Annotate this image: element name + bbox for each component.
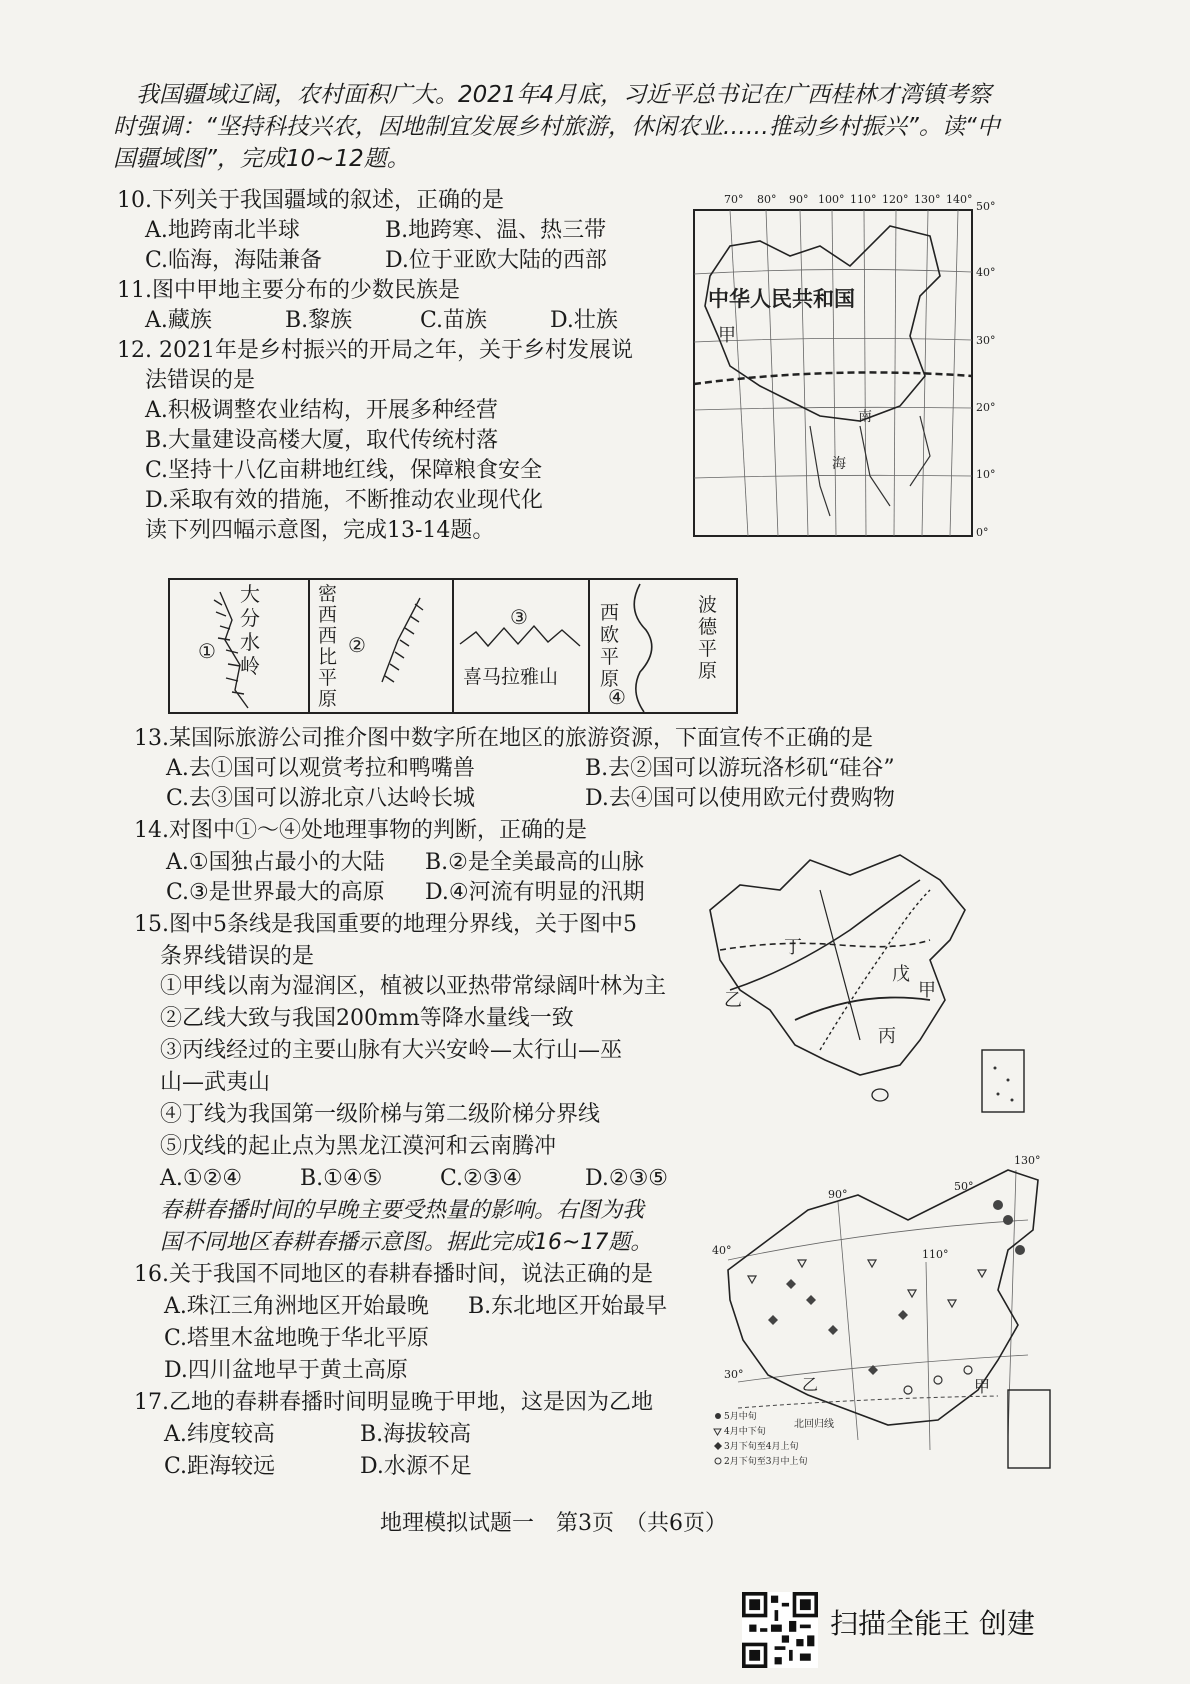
q12-stem-1: 12. 2021年是乡村振兴的开局之年，关于乡村发展说	[117, 338, 633, 363]
legend-item-1: 5月中旬	[724, 1412, 757, 1422]
q15-statement-1: ①甲线以南为湿润区，植被以亚热带常绿阔叶林为主	[160, 974, 667, 999]
q14-option-d: D.④河流有明显的汛期	[425, 880, 645, 905]
q17-stem: 17.乙地的春耕春播时间明显晚于甲地，这是因为乙地	[134, 1390, 653, 1415]
panel4-number: ④	[608, 685, 626, 709]
bing-line-label: 丙	[878, 1026, 896, 1047]
lon-label: 110°	[850, 193, 877, 206]
q15-stem-1: 15.图中5条线是我国重要的地理分界线，关于图中5	[134, 912, 637, 937]
q15-option-b: B.①④⑤	[300, 1166, 383, 1191]
q17-option-a: A.纬度较高	[164, 1422, 275, 1447]
lon-90-label: 90°	[828, 1188, 848, 1201]
q15-stem-2: 条界线错误的是	[160, 944, 315, 969]
q11-option-c: C.苗族	[420, 308, 488, 333]
q16-option-b: B.东北地区开始最早	[468, 1294, 668, 1319]
wu-label: 戊	[892, 964, 910, 985]
q17-option-d: D.水源不足	[360, 1454, 472, 1479]
lon-label: 130°	[914, 193, 941, 206]
legend-item-4: 2月下旬至3月中上旬	[724, 1457, 808, 1467]
yi-label: 乙	[802, 1375, 819, 1394]
q11-option-a: A.藏族	[145, 308, 212, 333]
yi-line-label: 乙	[724, 990, 742, 1011]
intro-line-1: 我国疆域辽阔，农村面积广大。2021年4月底，习近平总书记在广西桂林才湾镇考察	[136, 82, 992, 108]
q13-option-d: D.去④国可以使用欧元付费购物	[585, 786, 895, 811]
panel1-number: ①	[198, 639, 216, 663]
q16-stem: 16.关于我国不同地区的春耕春播时间，说法正确的是	[134, 1262, 653, 1287]
hai-label: 海	[832, 456, 846, 472]
q10-option-d: D.位于亚欧大陆的西部	[385, 248, 607, 273]
q14-option-b: B.②是全美最高的山脉	[425, 850, 644, 875]
jia-line-label: 甲	[918, 980, 936, 1001]
lon-label: 70°	[724, 193, 744, 206]
q15-option-d: D.②③⑤	[585, 1166, 669, 1191]
q16-option-c: C.塔里木盆地晚于华北平原	[164, 1326, 430, 1351]
q12-option-b: B.大量建设高楼大厦，取代传统村落	[145, 428, 499, 453]
q10-option-a: A.地跨南北半球	[145, 218, 300, 243]
panel3-number: ③	[510, 605, 528, 629]
q10-stem: 10.下列关于我国疆域的叙述，正确的是	[117, 188, 504, 213]
read-13-14: 读下列四幅示意图，完成13-14题。	[145, 518, 495, 543]
q12-stem-2: 法错误的是	[145, 368, 256, 393]
lon-110-label: 110°	[922, 1248, 949, 1261]
china-territory-map	[690, 186, 1010, 544]
lat-label: 30°	[976, 334, 996, 347]
lon-130-label: 130°	[1014, 1154, 1041, 1167]
ding-label: 丁	[784, 937, 802, 958]
spring-sowing-map	[708, 1150, 1054, 1470]
q12-option-c: C.坚持十八亿亩耕地红线，保障粮食安全	[145, 458, 543, 483]
q16-option-a: A.珠江三角洲地区开始最晚	[164, 1294, 429, 1319]
lat-label: 40°	[976, 266, 996, 279]
q14-stem: 14.对图中①～④处地理事物的判断，正确的是	[134, 818, 587, 843]
lat-label: 50°	[976, 200, 996, 213]
panel4-right-label: 波德平原	[698, 594, 718, 682]
q16-option-d: D.四川盆地早于黄土高原	[164, 1358, 408, 1383]
q11-stem: 11.图中甲地主要分布的少数民族是	[117, 278, 460, 303]
q11-option-b: B.黎族	[285, 308, 353, 333]
q15-statement-3b: 山—武夷山	[160, 1070, 271, 1095]
panel1-label: 大分水岭	[240, 582, 260, 678]
q10-option-c: C.临海，海陆兼备	[145, 248, 323, 273]
lon-label: 80°	[757, 193, 777, 206]
q11-option-d: D.壮族	[550, 308, 618, 333]
country-label: 中华人民共和国	[708, 286, 855, 311]
lon-label: 120°	[882, 193, 909, 206]
tropic-label: 北回归线	[794, 1419, 834, 1430]
q15-statement-3a: ③丙线经过的主要山脉有大兴安岭—太行山—巫	[160, 1038, 623, 1063]
panel3-label: 喜马拉雅山	[463, 666, 559, 688]
lon-label: 140°	[946, 193, 973, 206]
q13-option-b: B.去②国可以游玩洛杉矶“硅谷”	[585, 756, 895, 781]
lat-40-label: 40°	[712, 1244, 732, 1257]
panel2-label: 密西西比平原	[318, 583, 338, 710]
q12-option-a: A.积极调整农业结构，开展多种经营	[145, 398, 498, 423]
jia-label: 甲	[974, 1377, 991, 1396]
q14-option-a: A.①国独占最小的大陆	[166, 850, 385, 875]
q15-option-c: C.②③④	[440, 1166, 523, 1191]
four-panel-figure	[168, 578, 738, 714]
lon-label: 90°	[789, 193, 809, 206]
q12-option-d: D.采取有效的措施，不断推动农业现代化	[145, 488, 543, 513]
q13-stem: 13.某国际旅游公司推介图中数字所在地区的旅游资源，下面宣传不正确的是	[134, 726, 873, 751]
q17-option-b: B.海拔较高	[360, 1422, 472, 1447]
panel2-number: ②	[348, 633, 366, 657]
lat-label: 0°	[976, 526, 989, 539]
lat-50-label: 50°	[954, 1180, 974, 1193]
intro-16-17-line-1: 春耕春播时间的早晚主要受热量的影响。右图为我	[160, 1198, 645, 1223]
q14-option-c: C.③是世界最大的高原	[166, 880, 385, 905]
page-footer: 地理模拟试题一 第3页 （共6页）	[380, 1511, 727, 1536]
intro-16-17-line-2: 国不同地区春耕春播示意图。据此完成16~17题。	[160, 1230, 653, 1255]
lat-label: 20°	[976, 401, 996, 414]
q15-statement-2: ②乙线大致与我国200mm等降水量线一致	[160, 1006, 574, 1031]
q13-option-c: C.去③国可以游北京八达岭长城	[166, 786, 476, 811]
q17-option-c: C.距海较远	[164, 1454, 276, 1479]
scanner-watermark: 扫描全能王 创建	[830, 1607, 1035, 1640]
q13-option-a: A.去①国可以观赏考拉和鸭嘴兽	[166, 756, 475, 781]
jia-label: 甲	[718, 325, 736, 346]
nan-label: 南	[858, 409, 872, 425]
q15-option-a: A.①②④	[160, 1166, 243, 1191]
lat-label: 10°	[976, 468, 996, 481]
q15-statement-5: ⑤戊线的起止点为黑龙江漠河和云南腾冲	[160, 1134, 557, 1159]
lon-label: 100°	[818, 193, 845, 206]
qr-code-icon	[742, 1592, 818, 1668]
lat-30-label: 30°	[724, 1368, 744, 1381]
intro-line-3: 国疆域图”，完成10~12题。	[113, 146, 410, 172]
intro-line-2: 时强调：“坚持科技兴农，因地制宜发展乡村旅游，休闲农业……推动乡村振兴”。读“中	[113, 114, 1000, 140]
china-boundary-lines-map	[700, 850, 1030, 1115]
q15-statement-4: ④丁线为我国第一级阶梯与第二级阶梯分界线	[160, 1102, 601, 1127]
q10-option-b: B.地跨寒、温、热三带	[385, 218, 607, 243]
panel4-left-label: 西欧平原	[600, 602, 620, 690]
legend-item-2: 4月中下旬	[724, 1427, 766, 1437]
legend-item-3: 3月下旬至4月上旬	[724, 1442, 799, 1452]
